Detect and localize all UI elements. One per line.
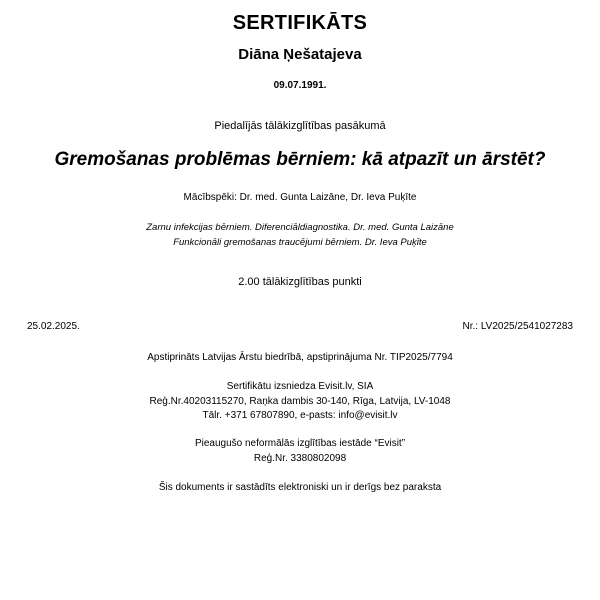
certificate-title: SERTIFIKĀTS [232, 12, 368, 34]
topic-item: Funkcionāli gremošanas traucējumi bērniem. Dr. Ieva Puķīte [173, 237, 427, 248]
recipient-name: Diāna Ņešatajeva [238, 46, 362, 63]
credits: 2.00 tālākizglītības punkti [238, 276, 362, 288]
lecturers: Mācībspēki: Dr. med. Gunta Laizāne, Dr. Ieva Puķīte [183, 192, 417, 203]
issuer-contacts: Tālr. +371 67807890, e-pasts: info@evisit.lv [202, 410, 398, 421]
certificate-number: Nr.: LV2025/2541027283 [462, 321, 573, 332]
topic-item: Zarnu infekcijas bērniem. Diferenciāldiagnostika. Dr. med. Gunta Laizāne [146, 222, 454, 233]
issuer-address: Reģ.Nr.40203115270, Raņka dambis 30-140, Rīga, Latvija, LV-1048 [149, 396, 451, 407]
institution-reg-number: Reģ.Nr. 3380802098 [253, 453, 347, 464]
issue-date: 25.02.2025. [27, 321, 80, 332]
participation-text: Piedalījās tālākizglītības pasākumā [214, 120, 386, 132]
course-title: Gremošanas problēmas bērniem: kā atpazīt un ārstēt? [54, 149, 546, 170]
birth-date: 09.07.1991. [273, 80, 327, 91]
electronic-document-note: Šis dokuments ir sastādīts elektroniski un ir derīgs bez paraksta [158, 482, 442, 493]
approval-text: Apstiprināts Latvijas Ārstu biedrībā, apstiprinājuma Nr. TIP2025/7794 [147, 352, 453, 363]
issuer-line: Sertifikātu izsniedza Evisit.lv, SIA [226, 381, 374, 392]
institution-name: Pieaugušo neformālās izglītības iestāde “Evisit” [194, 438, 406, 449]
